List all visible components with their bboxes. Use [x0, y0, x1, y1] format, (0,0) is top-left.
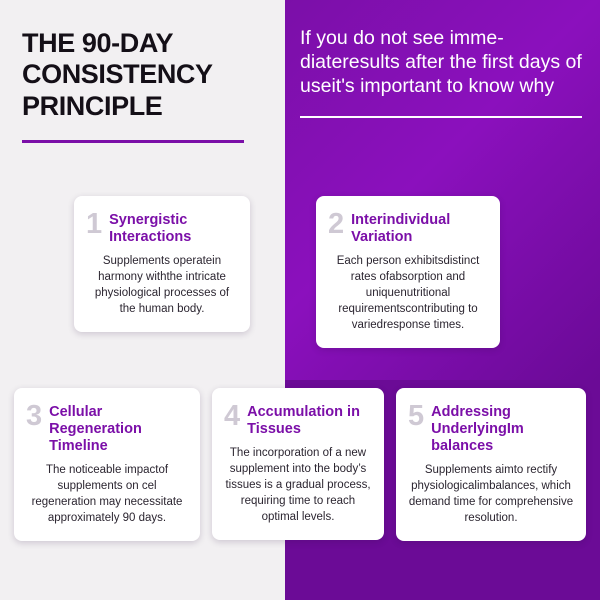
card-title: Addressing UnderlyingIm balances	[431, 404, 524, 455]
page-subtitle: If you do not see imme-diateresults after the first days of useit's important to know why	[300, 27, 582, 98]
card-title: Interindividual Variation	[351, 212, 451, 246]
card-body: Each person exhibitsdistinct rates ofabsorption and uniquenutritional requirementscontributing to variedresponse times.	[336, 255, 480, 331]
info-card	[14, 388, 200, 541]
card-body: Supplements aimto rectify physiologicalimbalances, which demand time for comprehensive resolution.	[408, 464, 574, 524]
card-number: 2	[328, 208, 345, 240]
card-header	[328, 210, 488, 246]
card-body: Supplements operatein harmony withthe intricate physiological processes of the human body.	[94, 255, 230, 315]
info-card	[396, 388, 586, 541]
info-card	[316, 196, 500, 348]
card-header	[224, 402, 372, 438]
subtitle-divider	[300, 116, 582, 118]
info-card	[212, 388, 384, 540]
card-number: 5	[408, 400, 425, 432]
card-number: 1	[86, 208, 103, 240]
card-title: Cellular Regeneration Timeline	[49, 404, 142, 455]
card-title: Accumulation in Tissues	[247, 404, 360, 438]
left-header	[22, 28, 262, 143]
right-header	[300, 26, 582, 118]
card-header	[86, 210, 238, 246]
card-body: The noticeable impactof supplements on cel regeneration may necessitate approximately 90 days.	[31, 464, 183, 524]
card-header	[408, 402, 574, 455]
title-divider	[22, 140, 244, 143]
info-card	[74, 196, 250, 332]
card-number: 3	[26, 400, 43, 432]
card-title: Synergistic Interactions	[109, 212, 192, 246]
card-number: 4	[224, 400, 241, 432]
card-body: The incorporation of a new supplement into the body’s tissues is a gradual process, requiring time to reach optimal levels.	[225, 447, 371, 523]
page-title: THE 90-DAY CONSISTENCY PRINCIPLE	[22, 28, 213, 121]
card-header	[26, 402, 188, 455]
